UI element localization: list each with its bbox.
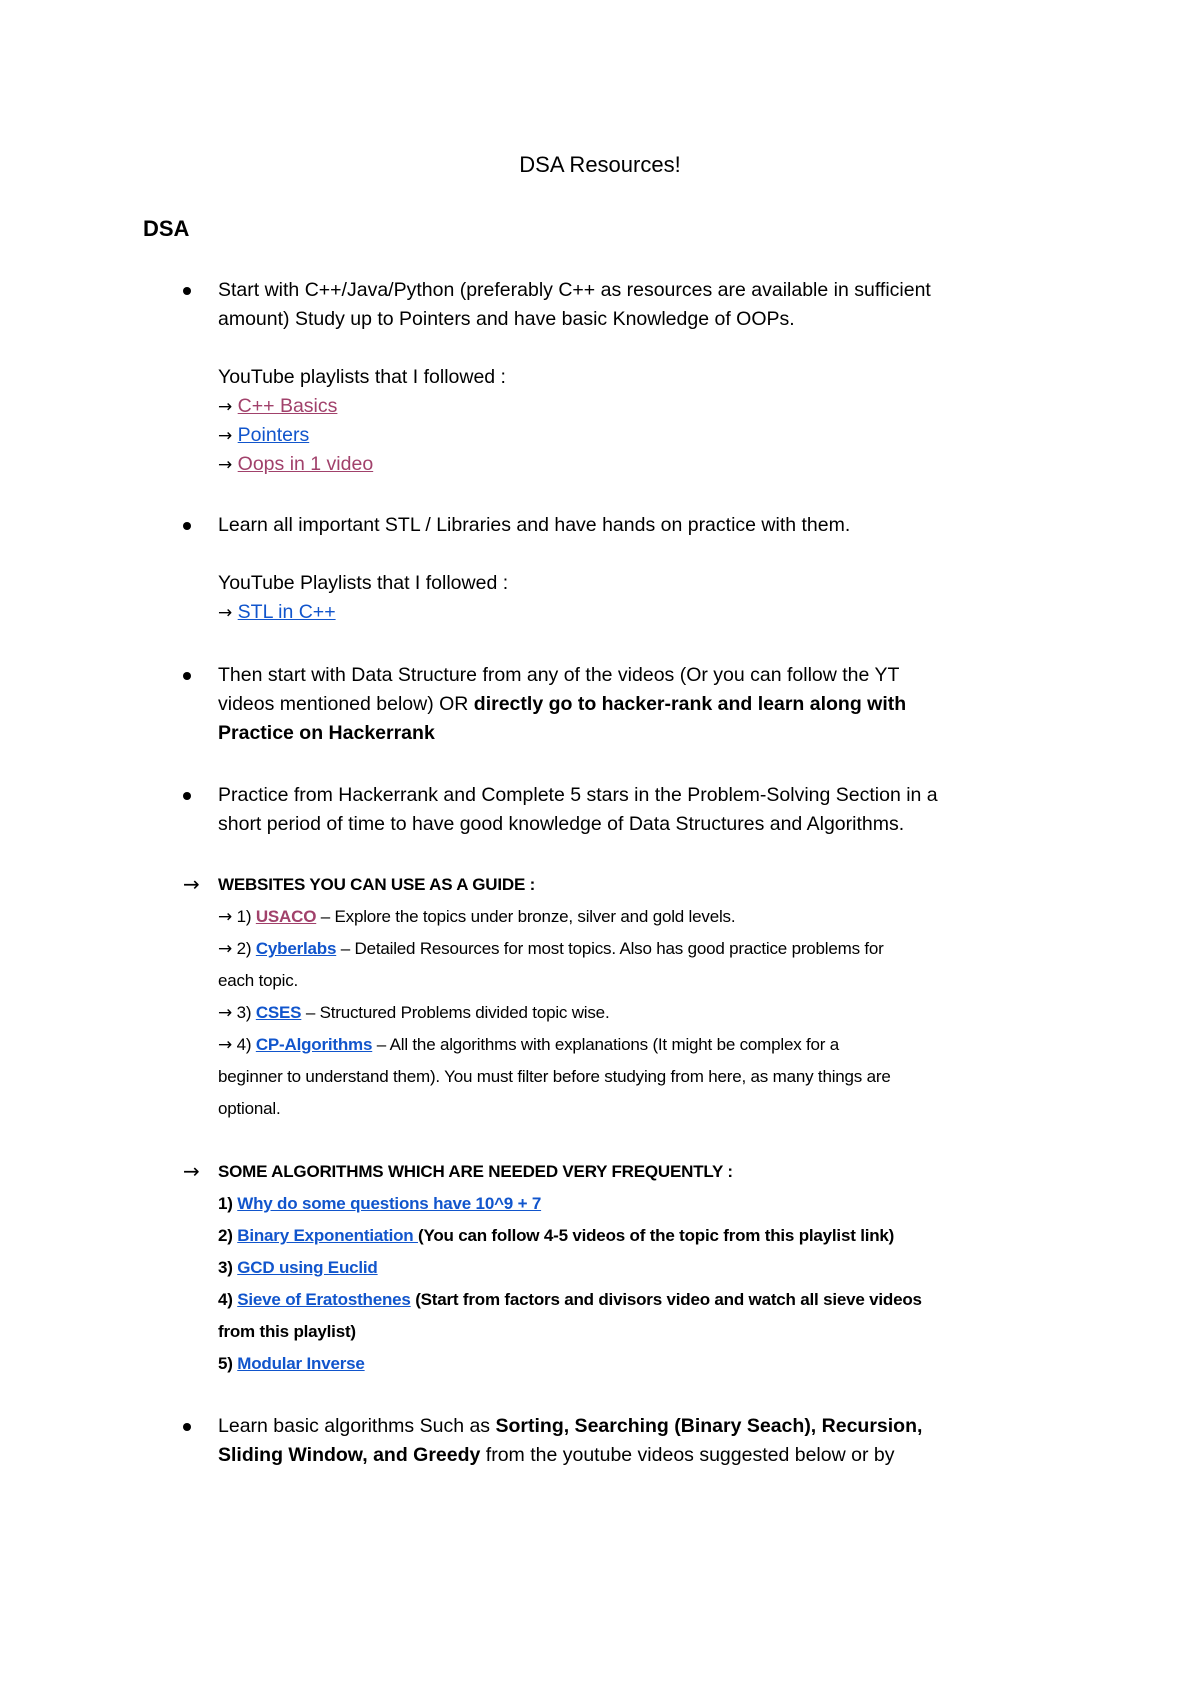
algo-item-5: [218, 1354, 365, 1374]
website-item-usaco: [218, 907, 735, 927]
s3-line3: Practice on Hackerrank: [218, 722, 435, 744]
algos-heading: SOME ALGORITHMS WHICH ARE NEEDED VERY FREQUENTLY :: [218, 1162, 733, 1181]
link-row: [218, 601, 336, 624]
section-heading-dsa: DSA: [143, 216, 190, 241]
arrow-right-icon: →: [218, 426, 233, 446]
link-row: [218, 395, 337, 418]
link-cses[interactable]: CSES: [255, 1003, 302, 1022]
s1-line2: amount) Study up to Pointers and have basic Knowledge of OOPs.: [218, 308, 795, 330]
s1-line1: Start with C++/Java/Python (preferably C++ as resources are available in sufficient: [218, 279, 931, 301]
item-text: – Detailed Resources for most topics. Also has good practice problems for: [336, 939, 884, 958]
link-oops-video[interactable]: Oops in 1 video: [237, 453, 374, 475]
item-number: 2): [236, 939, 256, 958]
link-stl-cpp[interactable]: STL in C++: [237, 601, 336, 623]
item-number: 5): [218, 1354, 238, 1373]
item-number: 1): [218, 1194, 238, 1213]
item-text: – Explore the topics under bronze, silver and gold levels.: [316, 907, 736, 926]
arrow-right-icon: →: [218, 939, 233, 959]
website-item-cses: [218, 1003, 609, 1023]
website-item-cp-cont2: optional.: [218, 1099, 281, 1118]
link-row: [218, 424, 309, 447]
item-text: (Start from factors and divisors video and watch all sieve videos: [410, 1290, 922, 1309]
websites-heading: WEBSITES YOU CAN USE AS A GUIDE :: [218, 875, 536, 894]
doc-title: DSA Resources!: [519, 152, 681, 177]
link-sieve[interactable]: Sieve of Eratosthenes: [237, 1290, 411, 1309]
bullet-dot: [183, 672, 191, 680]
s3-line2: [218, 693, 906, 716]
algo-item-2: [218, 1226, 894, 1246]
arrow-right-icon: →: [183, 872, 200, 896]
item-text: – Structured Problems divided topic wise.: [301, 1003, 610, 1022]
link-pointers[interactable]: Pointers: [237, 424, 310, 446]
arrow-right-icon: →: [218, 397, 233, 417]
s5-line2-text: from the youtube videos suggested below or by: [480, 1444, 895, 1466]
arrow-right-icon: →: [218, 603, 233, 623]
website-item-cp-algorithms: [218, 1035, 839, 1055]
s5-line1-text: Learn basic algorithms Such as: [218, 1415, 496, 1437]
s5-line2: [218, 1444, 894, 1467]
link-usaco[interactable]: USACO: [255, 907, 317, 926]
s5-line1-bold: Sorting, Searching (Binary Seach), Recursion,: [495, 1415, 923, 1437]
arrow-right-icon: →: [218, 1003, 233, 1023]
item-number: 3): [236, 1003, 256, 1022]
algo-item-3: [218, 1258, 378, 1278]
item-number: 4): [236, 1035, 256, 1054]
s4-line2: short period of time to have good knowledge of Data Structures and Algorithms.: [218, 813, 905, 835]
bullet-dot: [183, 1423, 191, 1431]
arrow-right-icon: →: [218, 455, 233, 475]
arrow-right-icon: →: [183, 1159, 200, 1183]
s2-line1: Learn all important STL / Libraries and have hands on practice with them.: [218, 514, 851, 536]
link-gcd-euclid[interactable]: GCD using Euclid: [237, 1258, 378, 1277]
item-number: 2): [218, 1226, 238, 1245]
item-number: 4): [218, 1290, 238, 1309]
website-item-cp-cont1: beginner to understand them). You must filter before studying from here, as many things are: [218, 1067, 891, 1086]
item-text: (You can follow 4-5 videos of the topic from this playlist link): [417, 1226, 895, 1245]
algo-item-4-cont: from this playlist): [218, 1322, 356, 1341]
link-cpp-basics[interactable]: C++ Basics: [237, 395, 338, 417]
s3-line1: Then start with Data Structure from any of the videos (Or you can follow the YT: [218, 664, 900, 686]
s3-line2-bold: directly go to hacker-rank and learn along with: [473, 693, 907, 715]
bullet-dot: [183, 522, 191, 530]
s2-yt-label: YouTube Playlists that I followed :: [218, 572, 509, 594]
algo-item-1: [218, 1194, 541, 1214]
bullet-dot: [183, 287, 191, 295]
link-row: [218, 453, 373, 476]
link-modular-inverse[interactable]: Modular Inverse: [237, 1354, 365, 1373]
website-item-cyberlabs: [218, 939, 884, 959]
s4-line1: Practice from Hackerrank and Complete 5 stars in the Problem-Solving Section in a: [218, 784, 938, 806]
s1-yt-label: YouTube playlists that I followed :: [218, 366, 506, 388]
s3-line2-text: videos mentioned below) OR: [218, 693, 474, 715]
link-cp-algorithms[interactable]: CP-Algorithms: [255, 1035, 373, 1054]
bullet-dot: [183, 792, 191, 800]
website-item-cyberlabs-cont: each topic.: [218, 971, 299, 990]
item-number: 3): [218, 1258, 238, 1277]
item-text: – All the algorithms with explanations (It might be complex for a: [372, 1035, 840, 1054]
link-why-10-9-7[interactable]: Why do some questions have 10^9 + 7: [237, 1194, 542, 1213]
arrow-right-icon: →: [218, 907, 233, 927]
link-cyberlabs[interactable]: Cyberlabs: [255, 939, 337, 958]
item-number: 1): [236, 907, 256, 926]
s5-line1: [218, 1415, 922, 1438]
arrow-right-icon: →: [218, 1035, 233, 1055]
link-binary-exponentiation[interactable]: Binary Exponentiation: [237, 1226, 418, 1245]
algo-item-4: [218, 1290, 922, 1310]
s5-line2-bold: Sliding Window, and Greedy: [218, 1444, 481, 1466]
